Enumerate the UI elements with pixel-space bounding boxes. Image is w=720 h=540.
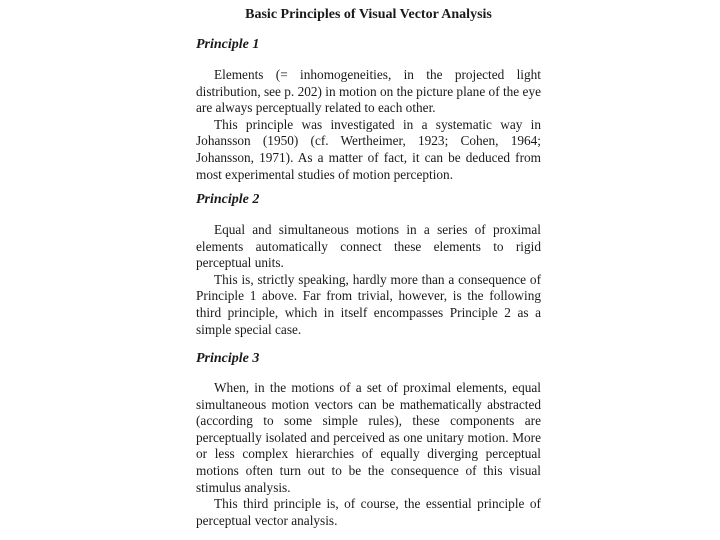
principle-1-body <box>196 67 541 183</box>
principle-3-section <box>196 350 541 529</box>
principle-3-paragraph-1: When, in the motions of a set of proximal elements, equal simultaneous motion vectors can be mathematically abstracted (according to some simple rules), these components are perceptually isolated and perceived as one unitary motion. More or less complex hierarchies of equally diverging perceptual motions often turn out to be the consequence of this visual stimulus analysis. <box>196 380 541 495</box>
principle-2-section <box>196 191 541 338</box>
principle-1-paragraph-1: Elements (= inhomogeneities, in the projected light distribution, see p. 202) in motion on the picture plane of the eye are always perceptually related to each other. <box>196 67 541 116</box>
principle-3-heading: Principle 3 <box>196 351 260 366</box>
principle-3-body <box>196 380 541 529</box>
principle-1-section <box>196 36 541 183</box>
page-title: Basic Principles of Visual Vector Analysis <box>245 7 492 22</box>
principle-2-paragraph-2: This is, strictly speaking, hardly more than a consequence of Principle 1 above. Far from trivial, however, is the following third principle, which in itself encompasses Principle 2 as a simple special case. <box>196 271 541 337</box>
principle-3-paragraph-2: This third principle is, of course, the essential principle of perceptual vector analysis. <box>196 496 541 528</box>
principle-2-body <box>196 222 541 338</box>
principle-1-paragraph-2: This principle was investigated in a systematic way in Johansson (1950) (cf. Wertheimer, 1923; Cohen, 1964; Johansson, 1971). As a matter of fact, it can be deduced from most experimental studies of motion perception. <box>196 116 541 182</box>
principle-2-paragraph-1: Equal and simultaneous motions in a series of proximal elements automatically connect these elements to rigid perceptual units. <box>196 222 541 271</box>
principle-1-heading: Principle 1 <box>196 37 260 52</box>
principle-2-heading: Principle 2 <box>196 192 260 207</box>
